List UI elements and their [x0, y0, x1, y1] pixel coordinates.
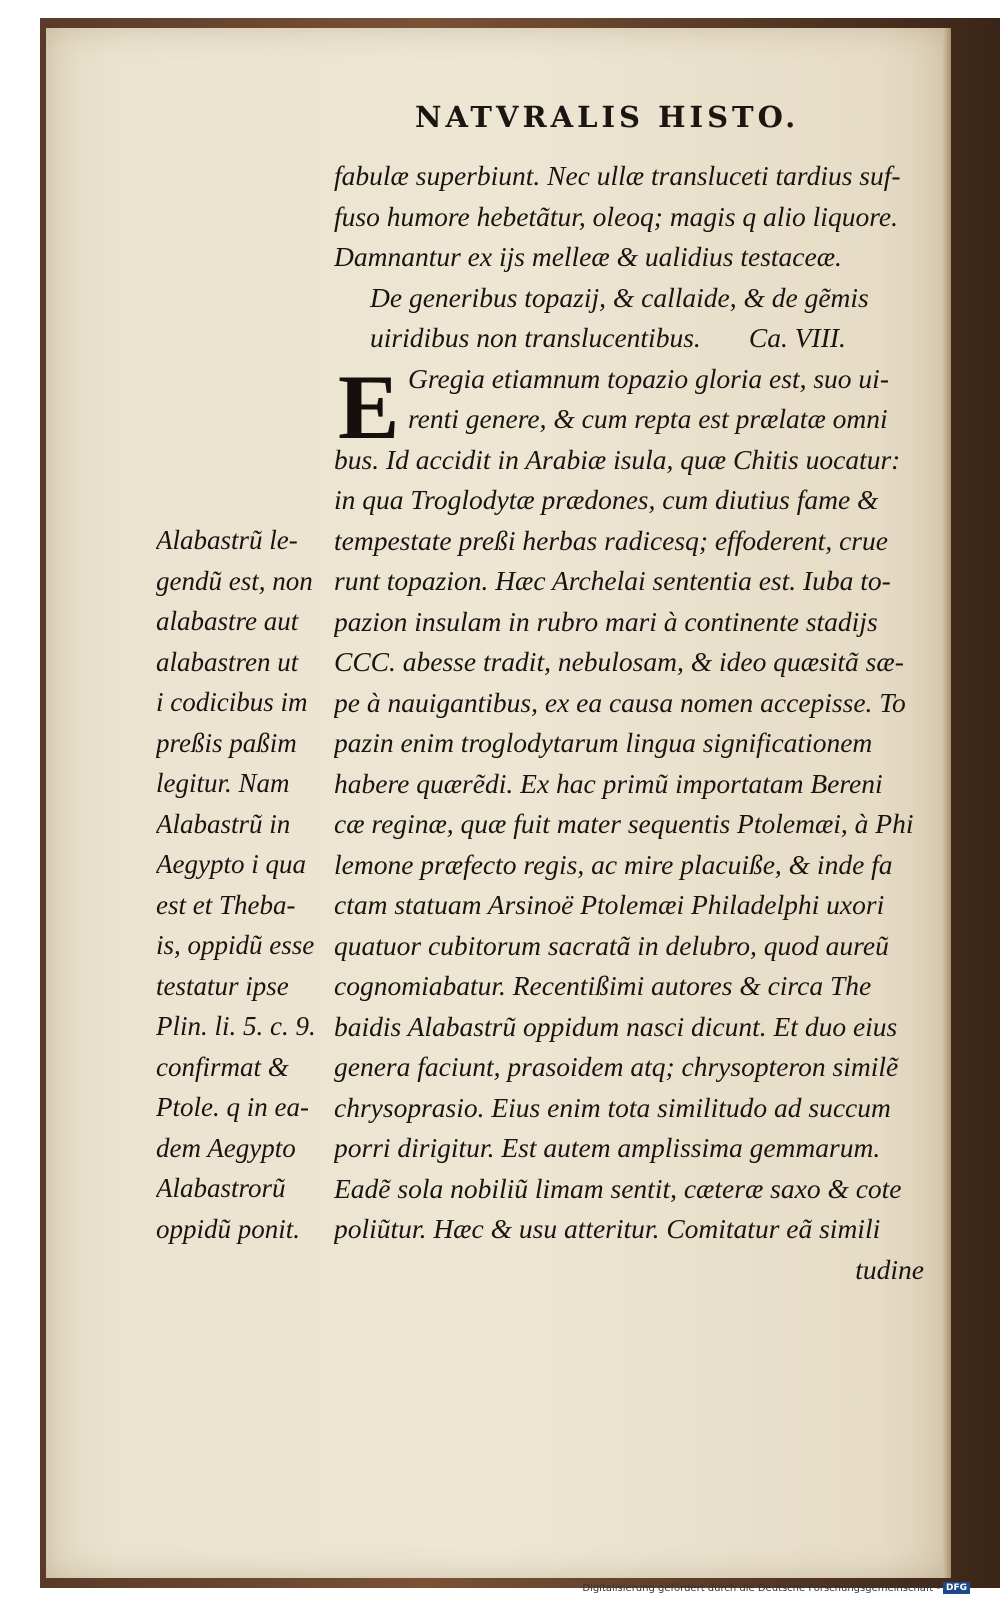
text-line: tempestate preßi herbas radicesq; effoderent, crue: [334, 524, 888, 556]
marginal-note-line: Plin. li. 5. c. 9.: [156, 1011, 316, 1041]
marginal-note-line: Ptole. q in ea-: [156, 1092, 309, 1122]
marginal-note-line: confirmat &: [156, 1051, 289, 1082]
marginal-note-line: alabastre aut: [156, 606, 299, 636]
marginal-note-line: alabastren ut: [156, 646, 299, 677]
marginal-note-line: i codicibus im: [156, 687, 308, 717]
text-line: lemone præfecto regis, ac mire placuiße, & inde fa: [334, 848, 893, 880]
text-line: Gregia etiamnum topazio gloria est, suo ui-: [408, 362, 889, 394]
marginal-note-line: gendũ est, non: [156, 565, 313, 596]
chapter-heading-line: De generibus topazij, & callaide, & de gẽmis: [370, 281, 869, 313]
text-line: cognomiabatur. Recentißimi autores & circa The: [334, 970, 872, 1001]
main-text-column: [334, 156, 944, 1290]
text-line: baidis Alabastrũ oppidum nasci dicunt. Et duo eius: [334, 1010, 898, 1042]
page-edge: [943, 28, 951, 1578]
marginal-note: [156, 520, 326, 1249]
marginal-note-line: Alabastrũ le-: [156, 525, 298, 555]
text-line: genera faciunt, prasoidem atq; chrysopteron similẽ: [334, 1051, 899, 1082]
text-line: quatuor cubitorum sacratã in delubro, quod aureũ: [334, 929, 889, 961]
marginal-note-line: est et Theba-: [156, 889, 296, 920]
text-line: ctam statuam Arsinoë Ptolemæi Philadelphi uxori: [334, 889, 885, 920]
text-line: Damnantur ex ijs melleæ & ualidius testaceæ.: [334, 241, 842, 272]
text-line: in qua Troglodytæ prædones, cum diutius fame &: [334, 484, 879, 515]
text-line: pe à nauigantibus, ex ea causa nomen accepisse. To: [334, 686, 906, 718]
digitization-credit: [582, 1582, 970, 1594]
credit-text: Digitalisierung gefördert durch die Deutsche Forschungsgemeinschaft -: [582, 1582, 940, 1594]
text-line: runt topazion. Hæc Archelai sententia est. Iuba to-: [334, 565, 891, 596]
text-line: chrysoprasio. Eius enim tota similitudo ad succum: [334, 1091, 891, 1123]
text-line: porri dirigitur. Est autem amplissima gemmarum.: [334, 1132, 881, 1163]
text-line: pazion insulam in rubro mari à continente stadijs: [334, 605, 878, 637]
marginal-note-line: legitur. Nam: [156, 768, 290, 798]
text-line: renti genere, & cum repta est prælatæ omni: [408, 403, 888, 434]
chapter-heading-line: uiridibus non translucentibus. Ca. VIII.: [370, 322, 846, 353]
text-line: bus. Id accidit in Arabiæ isula, quæ Chitis uocatur:: [334, 443, 901, 475]
marginal-note-line: testatur ipse: [156, 970, 289, 1001]
marginal-note-line: oppidũ ponit.: [156, 1213, 301, 1244]
drop-cap: E: [338, 355, 400, 458]
marginal-note-line: Aegypto i qua: [156, 849, 306, 879]
text-line: pazin enim troglodytarum lingua significationem: [334, 727, 873, 758]
marginal-note-line: Alabastrũ in: [156, 808, 291, 839]
text-line: poliũtur. Hæc & usu atteritur. Comitatur eã simili: [334, 1213, 881, 1244]
text-line: fabulæ superbiunt. Nec ullæ transluceti tardius suf-: [334, 160, 901, 191]
text-line: fuso humore hebetãtur, oleoq; magis q alio liquore.: [334, 200, 898, 232]
text-line: Eadẽ sola nobiliũ limam sentit, cæteræ saxo & cote: [334, 1172, 902, 1204]
dfg-logo: DFG: [943, 1582, 970, 1594]
text-line: CCC. abesse tradit, nebulosam, & ideo quæsitã sæ-: [334, 646, 904, 677]
drop-cap-block: [334, 355, 944, 458]
marginal-note-line: preßis paßim: [156, 727, 297, 758]
marginal-note-line: is, oppidũ esse: [156, 930, 315, 960]
catchword: tudine: [855, 1253, 924, 1285]
marginal-note-line: dem Aegypto: [156, 1132, 296, 1163]
text-line: habere quærẽdi. Ex hac primũ importatam Bereni: [334, 767, 883, 799]
text-line: cæ reginæ, quæ fuit mater sequentis Ptolemæi, à Phi: [334, 808, 914, 839]
marginal-note-line: Alabastrorũ: [156, 1173, 286, 1203]
running-head: NATVRALIS HISTO.: [415, 100, 800, 134]
